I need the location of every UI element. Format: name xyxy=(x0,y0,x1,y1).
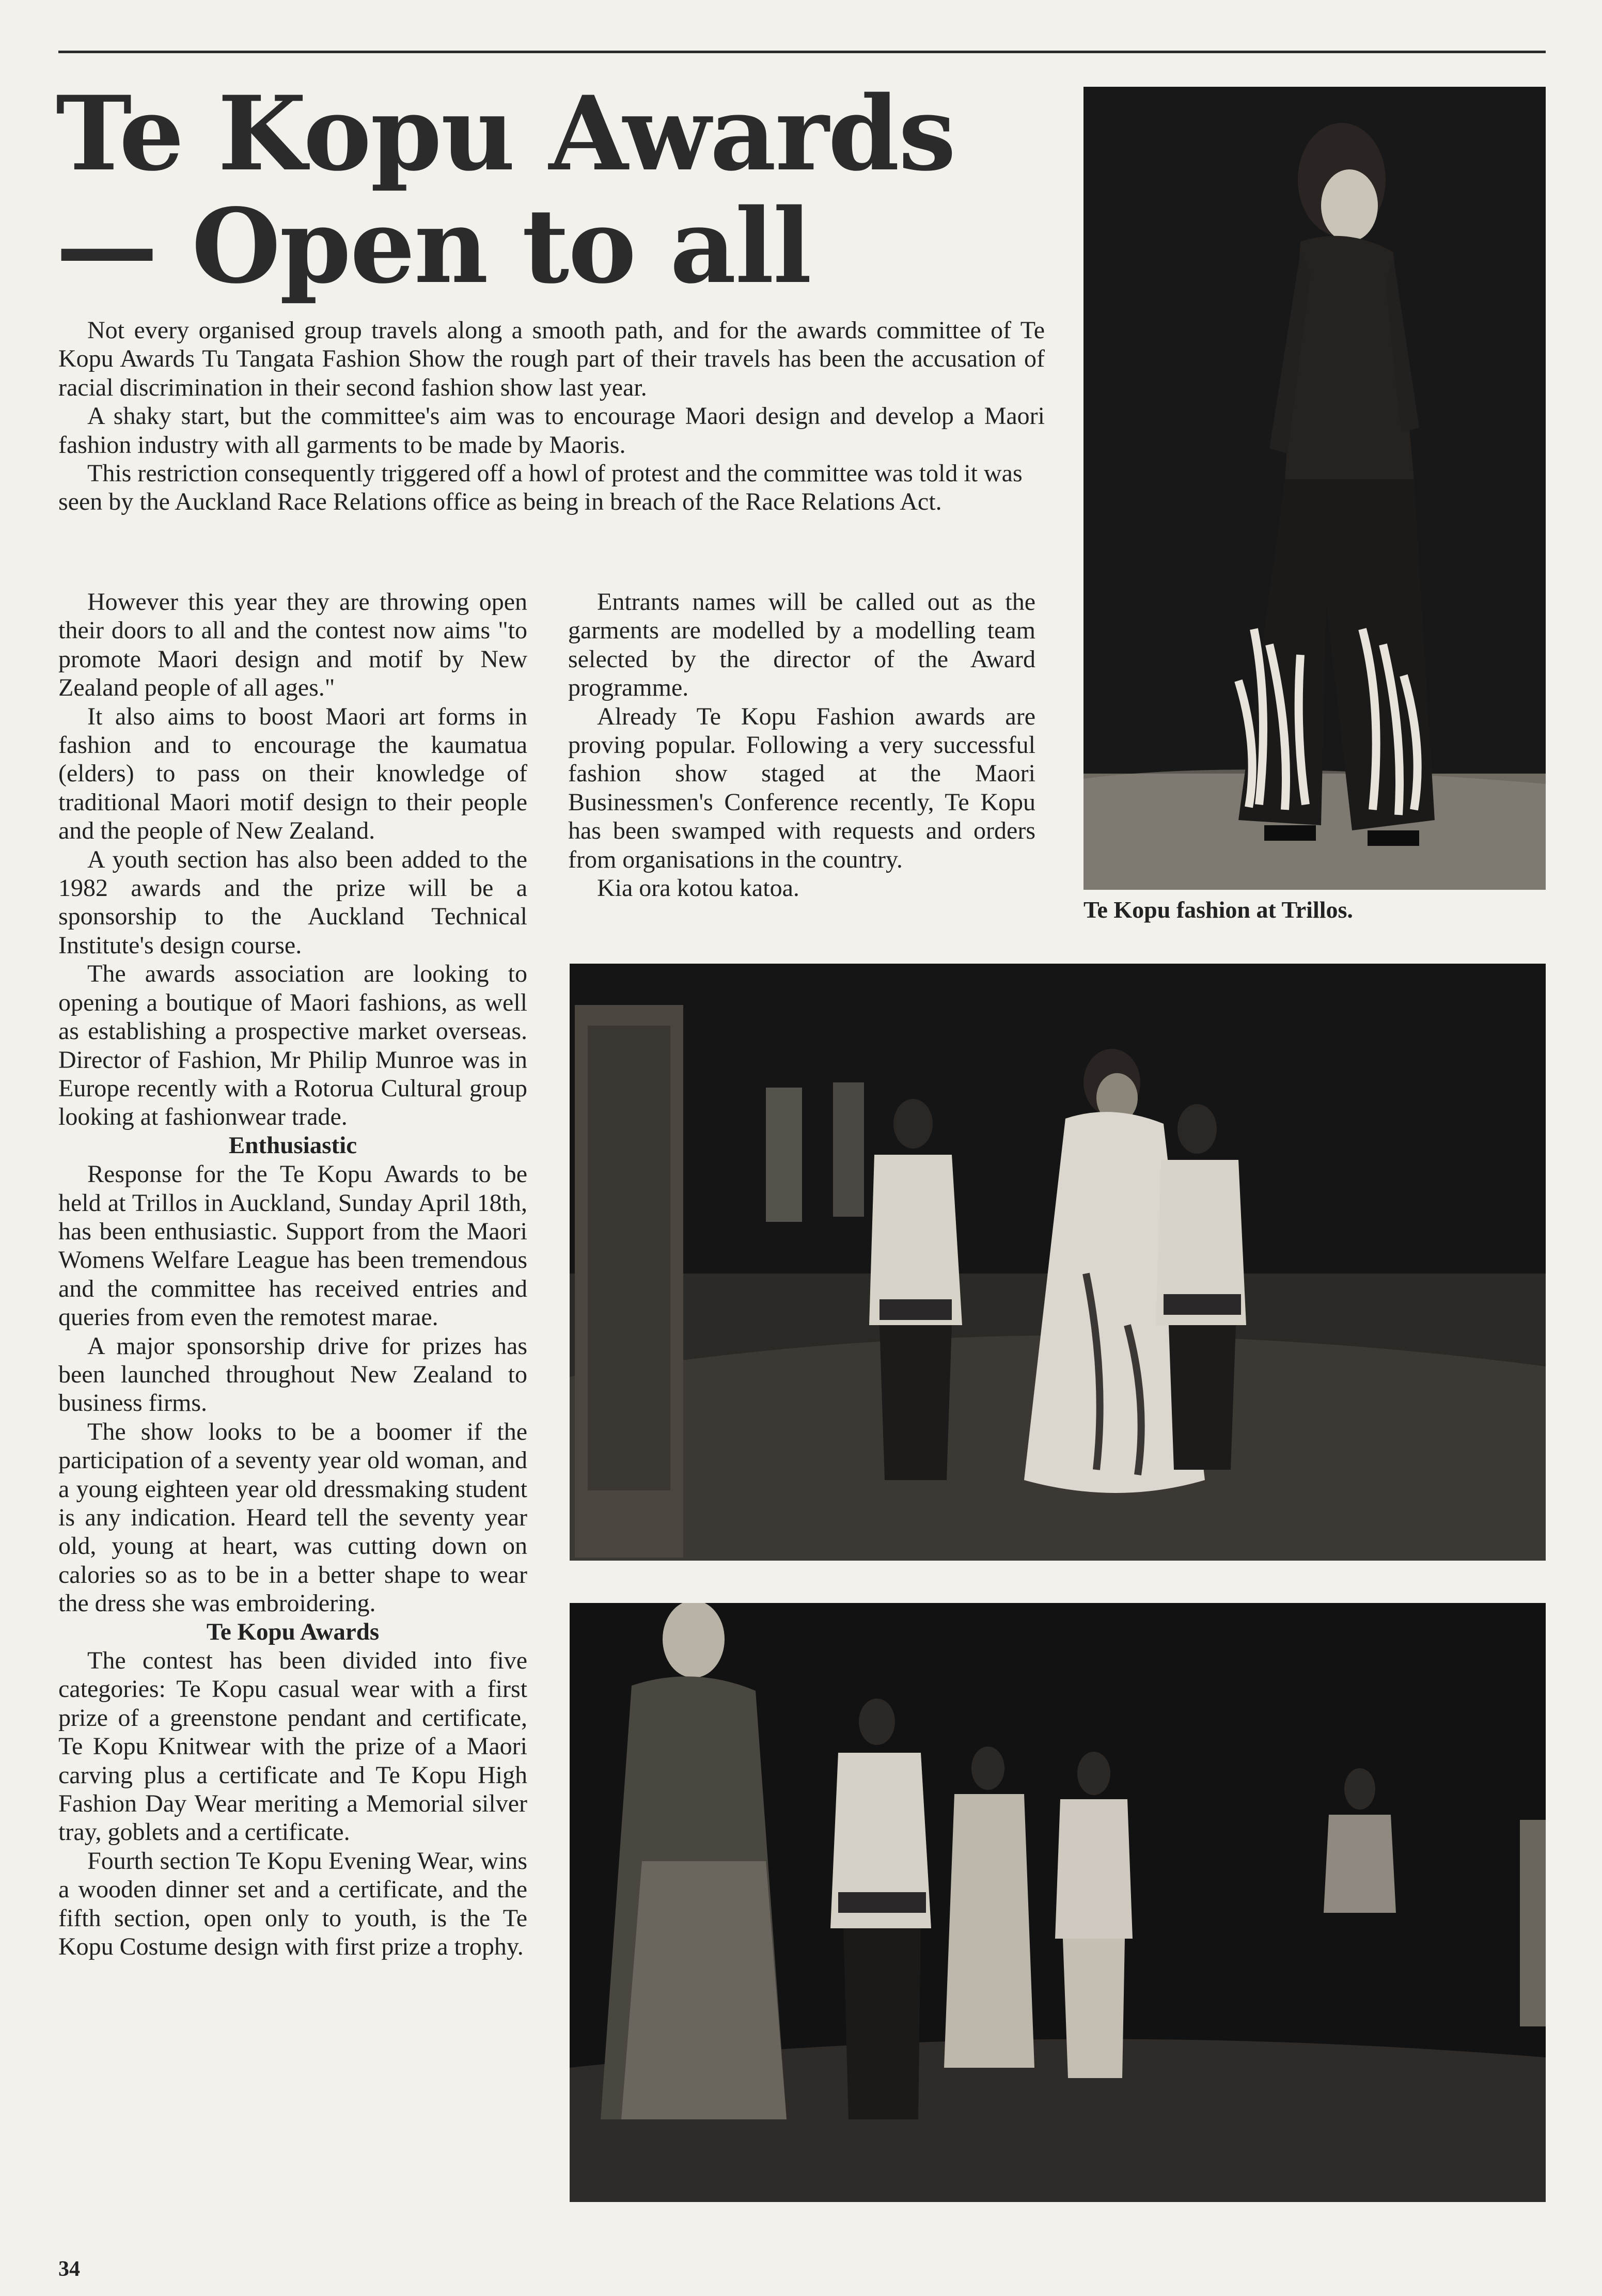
paragraph: Already Te Kopu Fashion awards are proving popular. Following a very successful fashion show staged at the Maori Businessmen's Conference recently, Te Kopu has been swamped with requests and orders from organisations in the country. xyxy=(568,702,1035,873)
intro-paragraph: A shaky start, but the committee's aim was to encourage Maori design and develop a Maori fashion industry with all garments to be made by Maoris. xyxy=(58,402,1045,459)
subheading-te-kopu-awards: Te Kopu Awards xyxy=(206,1618,380,1645)
photo-models-on-stage xyxy=(570,1603,1546,2202)
intro-paragraph: This restriction consequently triggered off a howl of protest and the committee was told it was seen by the Auckland Race Relations office as being in breach of the Race Relations Act. xyxy=(58,460,1023,516)
paragraph: A major sponsorship drive for prizes has been launched throughout New Zealand to business firms. xyxy=(58,1332,527,1417)
text-column-2 xyxy=(568,588,1035,902)
paragraph: The contest has been divided into five categories: Te Kopu casual wear with a first prize of a greenstone pendant and certificate, Te Kopu Knitwear with the prize of a Maori carving plus a certificate and Te Kopu High Fashion Day Wear meriting a Memorial silver tray, goblets and a certificate. xyxy=(58,1647,527,1846)
paragraph: The awards association are looking to opening a boutique of Maori fashions, as well as establishing a prospective market overseas. Director of Fashion, Mr Philip Munroe was in Europe recently with a Rotorua Cultural group looking at fashionwear trade. xyxy=(58,960,527,1131)
paragraph: Kia ora kotou katoa. xyxy=(597,874,799,902)
intro-paragraph: Not every organised group travels along a smooth path, and for the awards committee of Te Kopu Awards Tu Tangata Fashion Show the rough part of their travels has been the accusation of racial discrimination in their second fashion show last year. xyxy=(58,317,1045,401)
article-title xyxy=(56,73,1063,306)
paragraph: However this year they are throwing open their doors to all and the contest now aims "to promote Maori design and motif by New Zealand people of all ages." xyxy=(58,588,527,702)
title-line-1: Te Kopu Awards xyxy=(56,73,955,194)
subheading-enthusiastic: Enthusiastic xyxy=(228,1131,357,1159)
paragraph: Entrants names will be called out as the garments are modelled by a modelling team selected by the director of the Award programme. xyxy=(568,588,1035,702)
paragraph: Fourth section Te Kopu Evening Wear, wins a wooden dinner set and a certificate, and the fifth section, open only to youth, is the Te Kopu Costume design with first prize a trophy. xyxy=(58,1847,527,1961)
paragraph: Response for the Te Kopu Awards to be held at Trillos in Auckland, Sunday April 18th, has been enthusiastic. Support from the Maori Womens Welfare League has been tremendous and the committee has received entries and queries from even the remotest marae. xyxy=(58,1160,527,1331)
photo-caption: Te Kopu fashion at Trillos. xyxy=(1083,897,1353,923)
photo-model-printed-skirt xyxy=(1083,87,1546,890)
intro-text xyxy=(58,316,1045,516)
title-line-2: — Open to all xyxy=(56,186,811,306)
photo-gown-escorted xyxy=(570,964,1546,1561)
text-column-1 xyxy=(58,588,527,1961)
paragraph: The show looks to be a boomer if the participation of a seventy year old woman, and a young eighteen year old dressmaking student is any indication. Heard tell the seventy year old, young at heart, was cutting down on calories so as to be in a better shape to wear the dress she was embroidering. xyxy=(58,1418,527,1617)
paragraph: It also aims to boost Maori art forms in fashion and to encourage the kaumatua (elders) to pass on their knowledge of traditional Maori motif design to their people and the people of New Zealand. xyxy=(58,702,527,845)
top-rule xyxy=(58,51,1546,53)
page-number: 34 xyxy=(58,2257,80,2281)
paragraph: A youth section has also been added to the 1982 awards and the prize will be a sponsorship to the Auckland Technical Institute's design course. xyxy=(58,845,527,959)
